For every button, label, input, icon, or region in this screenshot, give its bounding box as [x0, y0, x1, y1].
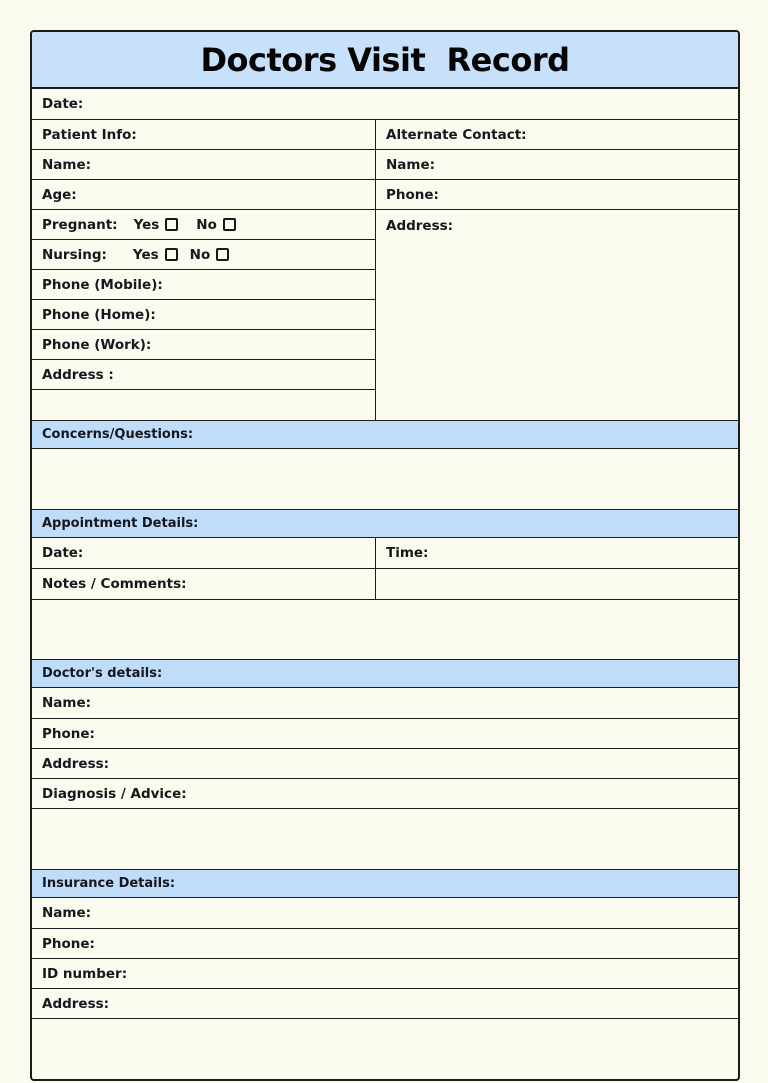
- phone-work-row: [32, 330, 375, 360]
- alternate-contact-column: [376, 120, 738, 420]
- pregnant-label: Pregnant:: [42, 216, 118, 233]
- pregnant-yes-label: Yes: [133, 216, 160, 233]
- concerns-label: Concerns/Questions:: [42, 427, 194, 442]
- alternate-name-label: Name:: [386, 156, 436, 173]
- section-insurance: [32, 870, 738, 898]
- pregnant-row: [32, 210, 375, 240]
- pregnant-yes-checkbox[interactable]: [165, 218, 178, 231]
- insurance-address-row: [32, 989, 738, 1019]
- notes-comments-cell: [32, 569, 376, 599]
- doctor-address-row: [32, 749, 738, 779]
- insurance-id-label: ID number:: [42, 965, 128, 982]
- nursing-yes-label: Yes: [132, 246, 159, 263]
- patient-name-label: Name:: [42, 156, 92, 173]
- diagnosis-writein-area: [32, 809, 738, 870]
- alternate-address-row: [376, 210, 738, 234]
- appointment-date-cell: [32, 538, 376, 568]
- insurance-name-row: [32, 898, 738, 929]
- alternate-contact-header-row: [376, 120, 738, 150]
- doctor-address-label: Address:: [42, 755, 110, 772]
- patient-info-label: Patient Info:: [42, 126, 137, 143]
- appointment-time-label: Time:: [386, 545, 429, 561]
- doctor-phone-row: [32, 719, 738, 749]
- appointment-notes-row: [32, 569, 738, 600]
- patient-info-header-row: [32, 120, 375, 150]
- patient-alternate-section: [32, 120, 738, 421]
- insurance-address-label: Address:: [42, 995, 110, 1012]
- notes-comments-label: Notes / Comments:: [42, 576, 187, 592]
- date-label: Date:: [42, 96, 84, 112]
- alternate-name-row: [376, 150, 738, 180]
- insurance-writein-area: [32, 1019, 738, 1079]
- nursing-row: [32, 240, 375, 270]
- pregnant-no-label: No: [196, 216, 217, 233]
- doctor-name-label: Name:: [42, 695, 92, 711]
- phone-mobile-row: [32, 270, 375, 300]
- section-concerns: [32, 421, 738, 449]
- appointment-details-label: Appointment Details:: [42, 516, 199, 531]
- section-appointment: [32, 510, 738, 538]
- nursing-yes-checkbox[interactable]: [165, 248, 178, 261]
- phone-home-row: [32, 300, 375, 330]
- insurance-name-label: Name:: [42, 905, 92, 921]
- doctor-details-label: Doctor's details:: [42, 666, 163, 681]
- diagnosis-advice-row: [32, 779, 738, 809]
- alternate-address-writein-area: [376, 234, 738, 420]
- appointment-date-time-row: [32, 538, 738, 569]
- patient-info-column: [32, 120, 376, 420]
- alternate-phone-row: [376, 180, 738, 210]
- phone-work-label: Phone (Work):: [42, 336, 152, 353]
- nursing-no-checkbox[interactable]: [216, 248, 229, 261]
- date-row: [32, 89, 738, 120]
- nursing-label: Nursing:: [42, 246, 107, 263]
- phone-home-label: Phone (Home):: [42, 306, 156, 323]
- doctor-name-row: [32, 688, 738, 719]
- appointment-date-label: Date:: [42, 545, 84, 561]
- insurance-phone-row: [32, 929, 738, 959]
- patient-address-label: Address :: [42, 366, 114, 383]
- patient-age-label: Age:: [42, 186, 77, 203]
- section-doctor: [32, 660, 738, 688]
- appointment-notes-writein-area: [32, 600, 738, 660]
- alternate-address-label: Address:: [386, 218, 454, 234]
- insurance-id-row: [32, 959, 738, 989]
- patient-blank-row: [32, 390, 375, 420]
- nursing-no-label: No: [189, 246, 211, 263]
- insurance-details-label: Insurance Details:: [42, 876, 176, 891]
- alternate-contact-label: Alternate Contact:: [386, 126, 527, 143]
- notes-comments-blank-cell: [376, 569, 738, 599]
- patient-age-row: [32, 180, 375, 210]
- patient-name-row: [32, 150, 375, 180]
- pregnant-no-checkbox[interactable]: [223, 218, 236, 231]
- appointment-time-cell: [376, 538, 738, 568]
- insurance-phone-label: Phone:: [42, 935, 95, 952]
- form-title-bar: [32, 32, 738, 89]
- doctors-visit-record-form: [30, 30, 740, 1081]
- diagnosis-advice-label: Diagnosis / Advice:: [42, 785, 187, 802]
- phone-mobile-label: Phone (Mobile):: [42, 276, 163, 293]
- patient-address-row: [32, 360, 375, 390]
- alternate-phone-label: Phone:: [386, 186, 439, 203]
- doctor-phone-label: Phone:: [42, 725, 95, 742]
- form-title: Doctors Visit Record: [200, 40, 570, 79]
- concerns-writein-area: [32, 449, 738, 510]
